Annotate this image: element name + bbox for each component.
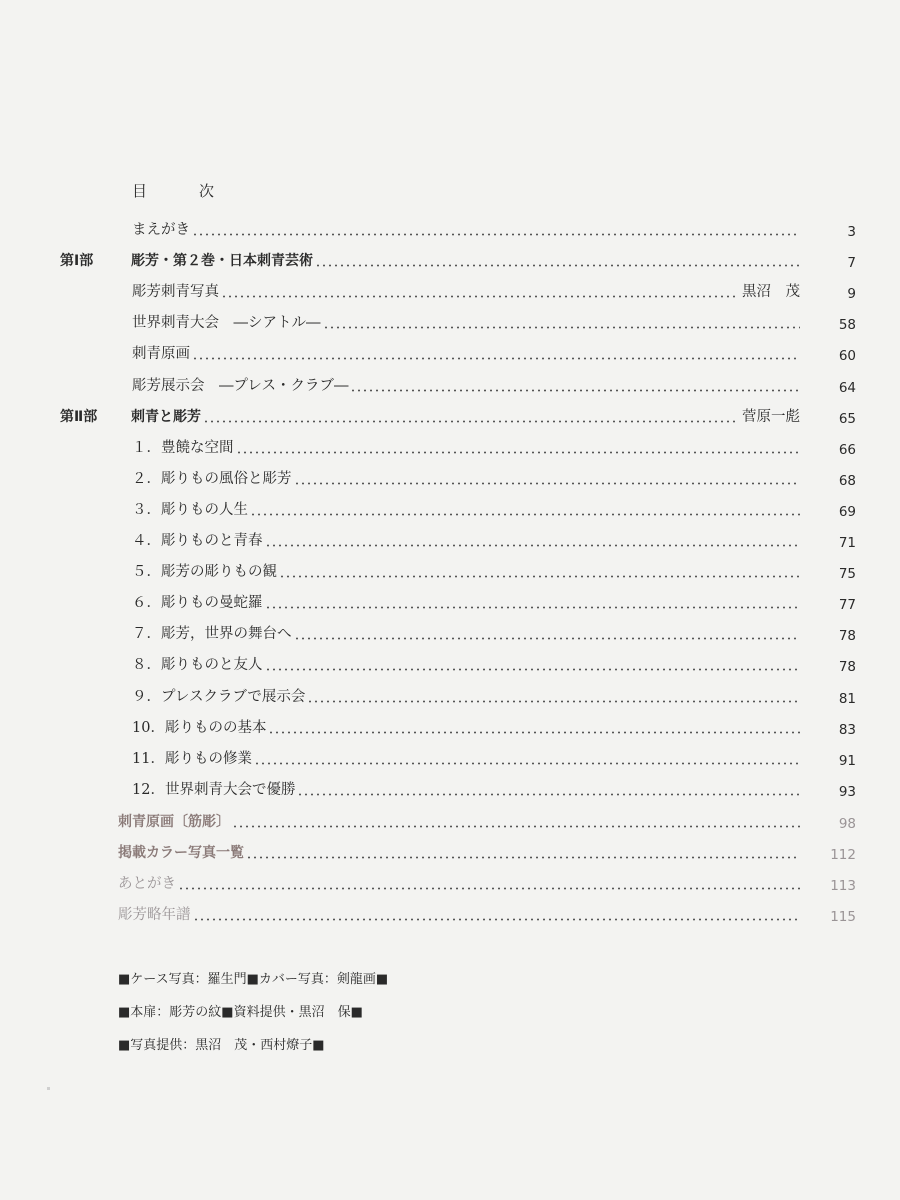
toc-page-number: 78 — [838, 628, 856, 645]
toc-row — [0, 591, 900, 615]
toc-row — [0, 747, 900, 771]
toc-heading-char-2: 次 — [199, 182, 215, 200]
toc-page-number: 81 — [838, 690, 856, 707]
toc-row — [0, 653, 900, 677]
toc-leader-dots — [265, 544, 800, 547]
toc-entry-title: ７．彫芳，世界の舞台へ — [132, 626, 292, 643]
toc-entry-author: 黒沼 茂 — [742, 284, 800, 301]
toc-row — [0, 405, 900, 429]
toc-leader-dots — [250, 513, 800, 516]
toc-entry-title: ４．彫りものと青春 — [132, 533, 263, 549]
toc-page-number: 78 — [838, 659, 856, 676]
credit-note: ■本扉：彫芳の紋■資料提供・黒沼 保■ — [118, 1005, 363, 1020]
toc-row — [0, 311, 900, 335]
toc-page-number: 112 — [830, 847, 856, 863]
toc-entry-title: 世界刺青大会 ―シアトル― — [132, 315, 321, 332]
toc-entry-title: ３．彫りもの人生 — [132, 501, 248, 518]
credit-note: ■写真提供：黒沼 茂・西村燎子■ — [118, 1038, 325, 1053]
toc-entry-title: ５．彫芳の彫りもの観 — [132, 564, 277, 581]
toc-entry-title: 12．世界刺青大会で優勝 — [132, 781, 296, 798]
toc-row — [0, 560, 900, 584]
toc-entry-title: 彫芳・第２巻・日本刺青芸術 — [131, 253, 313, 270]
toc-entry-title: ６．彫りもの曼蛇羅 — [132, 595, 263, 612]
toc-leader-dots — [192, 357, 800, 360]
toc-row — [0, 716, 900, 740]
toc-row — [0, 436, 900, 460]
toc-row — [0, 374, 900, 398]
toc-entry-title: 刺青原画〔筋彫〕 — [118, 813, 230, 830]
toc-leader-dots — [236, 451, 800, 454]
toc-row — [0, 280, 900, 304]
toc-entry-title: １．豊饒な空間 — [132, 439, 234, 456]
toc-entry-author: 菅原一彪 — [742, 408, 800, 425]
toc-entry-title: 掲載カラー写真一覧 — [118, 845, 244, 861]
toc-page-number: 77 — [838, 597, 856, 614]
toc-leader-dots — [193, 918, 800, 921]
toc-page-number: 83 — [838, 721, 856, 738]
toc-leader-dots — [350, 389, 800, 392]
toc-page-number: 91 — [838, 752, 856, 769]
toc-row — [0, 810, 900, 834]
toc-page-number: 75 — [838, 566, 856, 583]
toc-leader-dots — [203, 420, 738, 423]
toc-part-label: 第Ⅰ部 — [60, 253, 94, 270]
toc-page-number: 113 — [830, 878, 856, 895]
toc-leader-dots — [265, 606, 800, 609]
toc-entry-title: 彫芳展示会 ―プレス・クラブ― — [132, 377, 349, 394]
toc-page-number: 65 — [838, 410, 856, 427]
toc-heading — [132, 180, 214, 201]
toc-row — [0, 685, 900, 709]
toc-leader-dots — [294, 637, 800, 640]
toc-leader-dots — [268, 731, 800, 734]
credits-notes — [118, 968, 388, 1067]
toc-row — [0, 342, 900, 366]
toc-row — [0, 841, 900, 865]
toc-entry-title: 彫芳略年譜 — [118, 907, 191, 924]
toc-entry-title: 10．彫りものの基本 — [132, 719, 267, 736]
toc-leader-dots — [221, 295, 738, 298]
toc-leader-dots — [294, 482, 800, 485]
toc-entry-title: 彫芳刺青写真 — [132, 284, 219, 301]
toc-row — [0, 249, 900, 273]
toc-leader-dots — [279, 575, 800, 578]
toc-row — [0, 498, 900, 522]
toc-row — [0, 903, 900, 927]
toc-row — [0, 872, 900, 896]
page-mark — [47, 1087, 50, 1090]
toc-entry-title: 11．彫りもの修業 — [132, 750, 252, 767]
toc-entry-title: 刺青原画 — [132, 346, 190, 363]
toc-page-number: 71 — [838, 535, 856, 551]
toc-row — [0, 218, 900, 242]
toc-entry-title: まえがき — [132, 222, 190, 238]
toc-page-number: 3 — [847, 224, 856, 240]
toc-page-number: 64 — [838, 379, 856, 396]
toc-entry-title: 刺青と彫芳 — [131, 408, 201, 425]
toc-heading-char-1: 目 — [132, 182, 148, 200]
toc-page-number: 98 — [838, 815, 856, 832]
toc-page-number: 58 — [838, 317, 856, 334]
toc-leader-dots — [265, 668, 800, 671]
toc-page-number: 9 — [847, 286, 856, 303]
toc-leader-dots — [246, 856, 800, 859]
toc-part-label: 第Ⅱ部 — [60, 408, 98, 425]
toc-entry-title: ９．プレスクラブで展示会 — [132, 688, 306, 705]
toc-page-number: 60 — [838, 348, 856, 365]
toc-page-number: 69 — [838, 503, 856, 520]
toc-page-number: 7 — [847, 255, 856, 272]
toc-page-number: 93 — [838, 783, 856, 800]
toc-row — [0, 778, 900, 802]
toc-page-number: 68 — [838, 472, 856, 489]
toc-leader-dots — [192, 233, 800, 236]
toc-page-number: 115 — [830, 909, 856, 926]
toc-leader-dots — [323, 326, 800, 329]
toc-leader-dots — [297, 793, 800, 796]
toc-page-number: 66 — [838, 441, 856, 458]
toc-leader-dots — [307, 700, 800, 703]
toc-leader-dots — [232, 825, 800, 828]
toc-row — [0, 529, 900, 553]
toc-entry-title: ２．彫りもの風俗と彫芳 — [132, 470, 292, 487]
toc-leader-dots — [315, 264, 800, 267]
toc-entry-title: あとがき — [118, 876, 176, 893]
credit-note: ■ケース写真：羅生門■カバー写真：剣龍画■ — [118, 972, 389, 987]
toc-row — [0, 467, 900, 491]
toc-row — [0, 622, 900, 646]
toc-entry-title: ８．彫りものと友人 — [132, 657, 263, 674]
toc-leader-dots — [254, 762, 800, 765]
toc-leader-dots — [178, 887, 800, 890]
